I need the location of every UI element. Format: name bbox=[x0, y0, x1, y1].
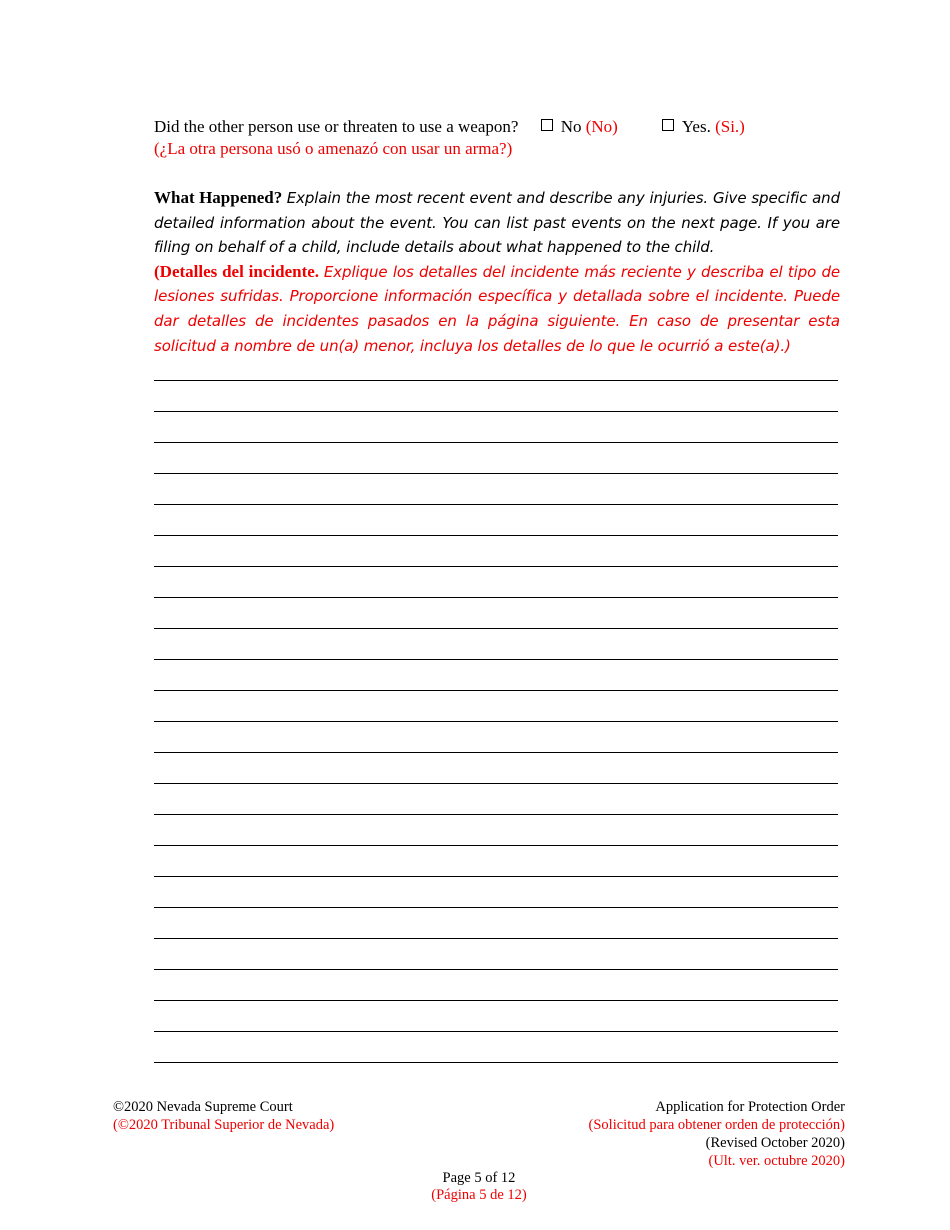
writing-line[interactable] bbox=[154, 908, 838, 939]
revision-date-es: (Ult. ver. octubre 2020) bbox=[708, 1153, 845, 1169]
footer-form-info bbox=[589, 1098, 845, 1170]
writing-line[interactable] bbox=[154, 443, 838, 474]
form-title-es: (Solicitud para obtener orden de protección) bbox=[588, 1117, 845, 1133]
weapon-yes-label-es: (Si.) bbox=[715, 117, 745, 136]
writing-line[interactable] bbox=[154, 753, 838, 784]
writing-line[interactable] bbox=[154, 784, 838, 815]
writing-line[interactable] bbox=[154, 877, 838, 908]
copyright-text-es: (©2020 Tribunal Superior de Nevada) bbox=[113, 1117, 335, 1133]
writing-line[interactable] bbox=[154, 505, 838, 536]
weapon-no-label-es: (No) bbox=[585, 117, 618, 136]
form-title: Application for Protection Order bbox=[655, 1099, 845, 1115]
what-happened-section bbox=[154, 186, 840, 358]
what-happened-instructions-es bbox=[154, 260, 840, 358]
weapon-question bbox=[154, 116, 854, 160]
response-lines[interactable] bbox=[154, 380, 838, 1063]
writing-line[interactable] bbox=[154, 815, 838, 846]
what-happened-text: Explain the most recent event and describe any injuries. Give specific and detailed information about the event. You can list past events on the next page. If you are filing on behalf of a child, include details about what happened to the child. bbox=[154, 189, 841, 257]
weapon-yes-checkbox[interactable] bbox=[662, 119, 674, 131]
copyright-text: ©2020 Nevada Supreme Court bbox=[113, 1099, 293, 1115]
writing-line[interactable] bbox=[154, 1001, 838, 1032]
what-happened-heading-es: (Detalles del incidente. bbox=[154, 261, 320, 281]
weapon-question-es: (¿La otra persona usó o amenazó con usar un arma?) bbox=[154, 139, 513, 158]
writing-line[interactable] bbox=[154, 846, 838, 877]
writing-line[interactable] bbox=[154, 660, 838, 691]
revision-date: (Revised October 2020) bbox=[705, 1135, 845, 1151]
writing-line[interactable] bbox=[154, 381, 838, 412]
writing-line[interactable] bbox=[154, 1032, 838, 1063]
writing-line[interactable] bbox=[154, 412, 838, 443]
weapon-no-checkbox[interactable] bbox=[541, 119, 553, 131]
weapon-no-label: No bbox=[560, 117, 582, 136]
what-happened-instructions bbox=[154, 186, 840, 260]
page-number-text: Page 5 of 12 bbox=[442, 1170, 516, 1186]
writing-line[interactable] bbox=[154, 722, 838, 753]
writing-line[interactable] bbox=[154, 567, 838, 598]
writing-line[interactable] bbox=[154, 629, 838, 660]
what-happened-heading: What Happened? bbox=[154, 188, 283, 207]
what-happened-text-es: Explique los detalles del incidente más reciente y describa el tipo de lesiones sufridas. Proporcione información específica y detallada sobre el incidente. Puede dar detalles de incidentes pasados en la página siguiente. En caso de presentar esta solicitud a nombre de un(a) menor, incluya los detalles de lo que le ocurrió a este(a).) bbox=[154, 262, 841, 355]
page-number bbox=[0, 1170, 950, 1204]
weapon-yes-label: Yes. bbox=[681, 117, 711, 136]
page-number-text-es: (Página 5 de 12) bbox=[431, 1187, 527, 1203]
footer-copyright bbox=[113, 1098, 334, 1134]
writing-line[interactable] bbox=[154, 474, 838, 505]
writing-line[interactable] bbox=[154, 598, 838, 629]
writing-line[interactable] bbox=[154, 536, 838, 567]
writing-line[interactable] bbox=[154, 691, 838, 722]
writing-line[interactable] bbox=[154, 970, 838, 1001]
writing-line[interactable] bbox=[154, 939, 838, 970]
weapon-question-text: Did the other person use or threaten to use a weapon? bbox=[154, 117, 519, 136]
